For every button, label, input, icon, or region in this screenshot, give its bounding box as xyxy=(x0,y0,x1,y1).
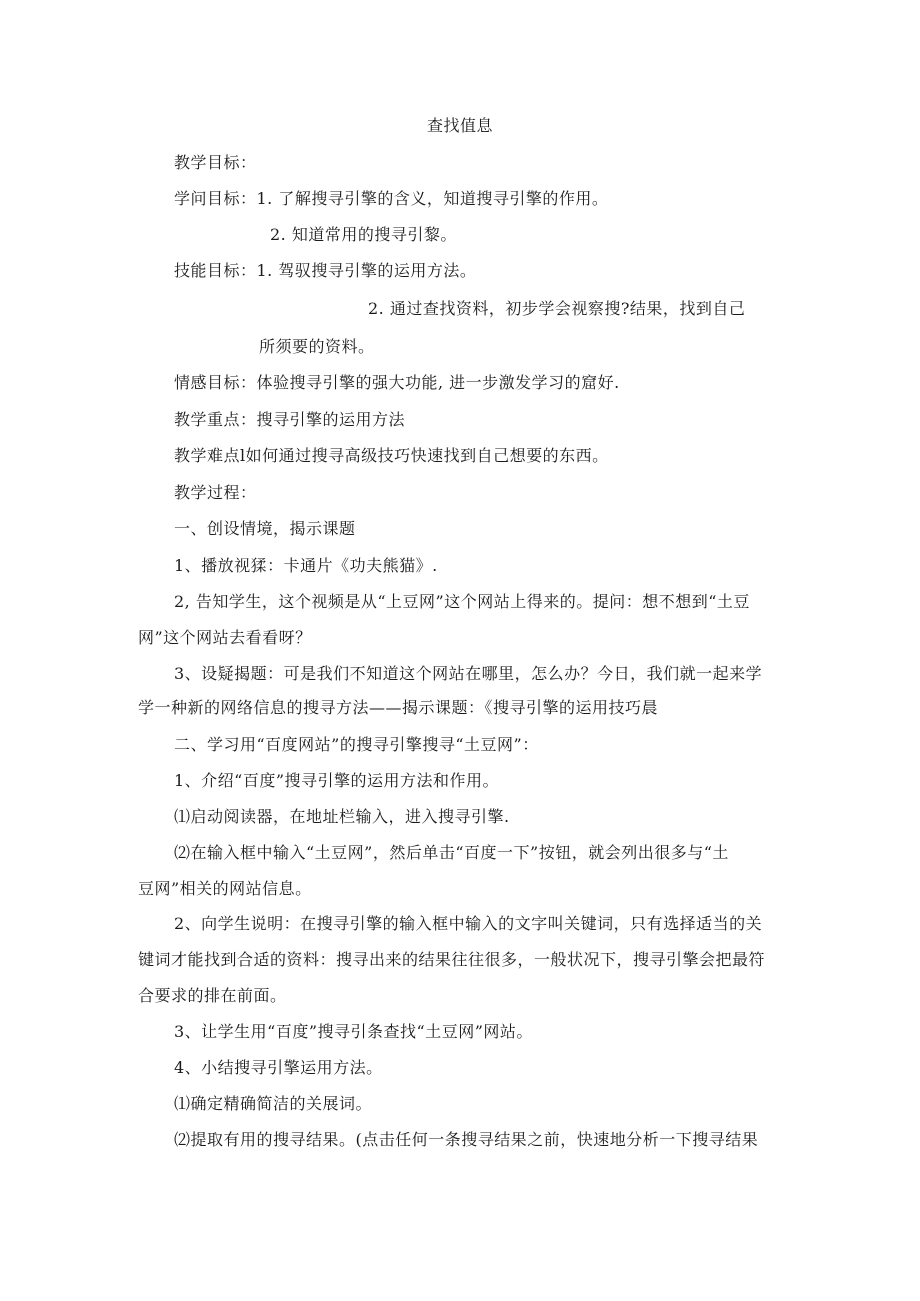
section-one-heading: 一、创设情境，揭示课题 xyxy=(174,519,356,538)
skill-goal-1: 技能目标：1. 驾驭搜寻引擎的运用方法。 xyxy=(174,261,477,280)
paragraph-line: ⑵提取有用的搜寻结果。(点击任何一条搜寻结果之前，快速地分析一下搜寻结果 xyxy=(174,1130,759,1149)
teaching-goals-heading: 教学目标： xyxy=(174,153,257,172)
paragraph-line: ⑵在输入框中输入“土豆网”，然后单击“百度一下”按钮，就会列出很多与“土 xyxy=(174,843,729,862)
paragraph-line: 2、向学生说明：在搜寻引擎的输入框中输入的文字叫关键词，只有选择适当的关 xyxy=(174,914,763,933)
paragraph-line: 3、让学生用“百度”搜寻引条查找“土豆网”网站。 xyxy=(174,1022,533,1041)
paragraph-line: ⑴确定精确简洁的关展词。 xyxy=(174,1094,373,1113)
paragraph-line: 键词才能找到合适的资料：搜寻出来的结果往往很多，一般状况下，搜寻引擎会把最符 xyxy=(138,950,766,969)
teaching-process-heading: 教学过程： xyxy=(174,483,257,502)
paragraph-line: 合要求的排在前面。 xyxy=(138,986,287,1005)
section-two-heading: 二、学习用“百度网站”的搜寻引擎搜寻“土豆网”： xyxy=(174,735,539,754)
knowledge-goal-2: 2. 知道常用的搜寻引黎。 xyxy=(270,225,457,244)
paragraph-line: ⑴启动阅读器，在地址栏输入，进入搜寻引擎. xyxy=(174,807,510,826)
skill-goal-2: 2. 通过查找资料，初步学会视察搜?结果，找到自己 xyxy=(368,299,746,318)
paragraph-line: 2, 告知学生，这个视频是从“上豆网”这个网站上得来的。提问：想不想到“土豆 xyxy=(174,592,750,611)
paragraph-line: 网”这个网站去看看呀？ xyxy=(138,628,312,647)
document-title: 查找值息 xyxy=(426,116,493,135)
teaching-difficulty: 教学难点l如何通过搜寻高级技巧快速找到自己想要的东西。 xyxy=(174,446,609,465)
teaching-focus: 教学重点：搜寻引擎的运用方法 xyxy=(174,410,406,429)
paragraph-line: 豆网”相关的网站信息。 xyxy=(138,879,312,898)
skill-goal-2-cont: 所须要的资料。 xyxy=(259,337,375,356)
emotion-goal: 情感目标：体验搜寻引擎的强大功能, 进一步激发学习的窟好. xyxy=(174,373,620,392)
knowledge-goal-1: 学问目标：1. 了解搜寻引擎的含义，知道搜寻引擎的作用。 xyxy=(174,189,609,208)
paragraph-line: 学一种新的网络信息的搜寻方法——揭示课题：《搜寻引擎的运用技巧晨 xyxy=(138,698,659,717)
paragraph-line: 1、播放视猱：卡通片《功夫熊猫》. xyxy=(174,556,438,575)
paragraph-line: 3、设疑揭题：可是我们不知道这个网站在哪里，怎么办？今日，我们就一起来学 xyxy=(174,664,763,683)
paragraph-line: 4、小结搜寻引擎运用方法。 xyxy=(174,1058,383,1077)
paragraph-line: 1、介绍“百度”搜寻引擎的运用方法和作用。 xyxy=(174,771,500,790)
